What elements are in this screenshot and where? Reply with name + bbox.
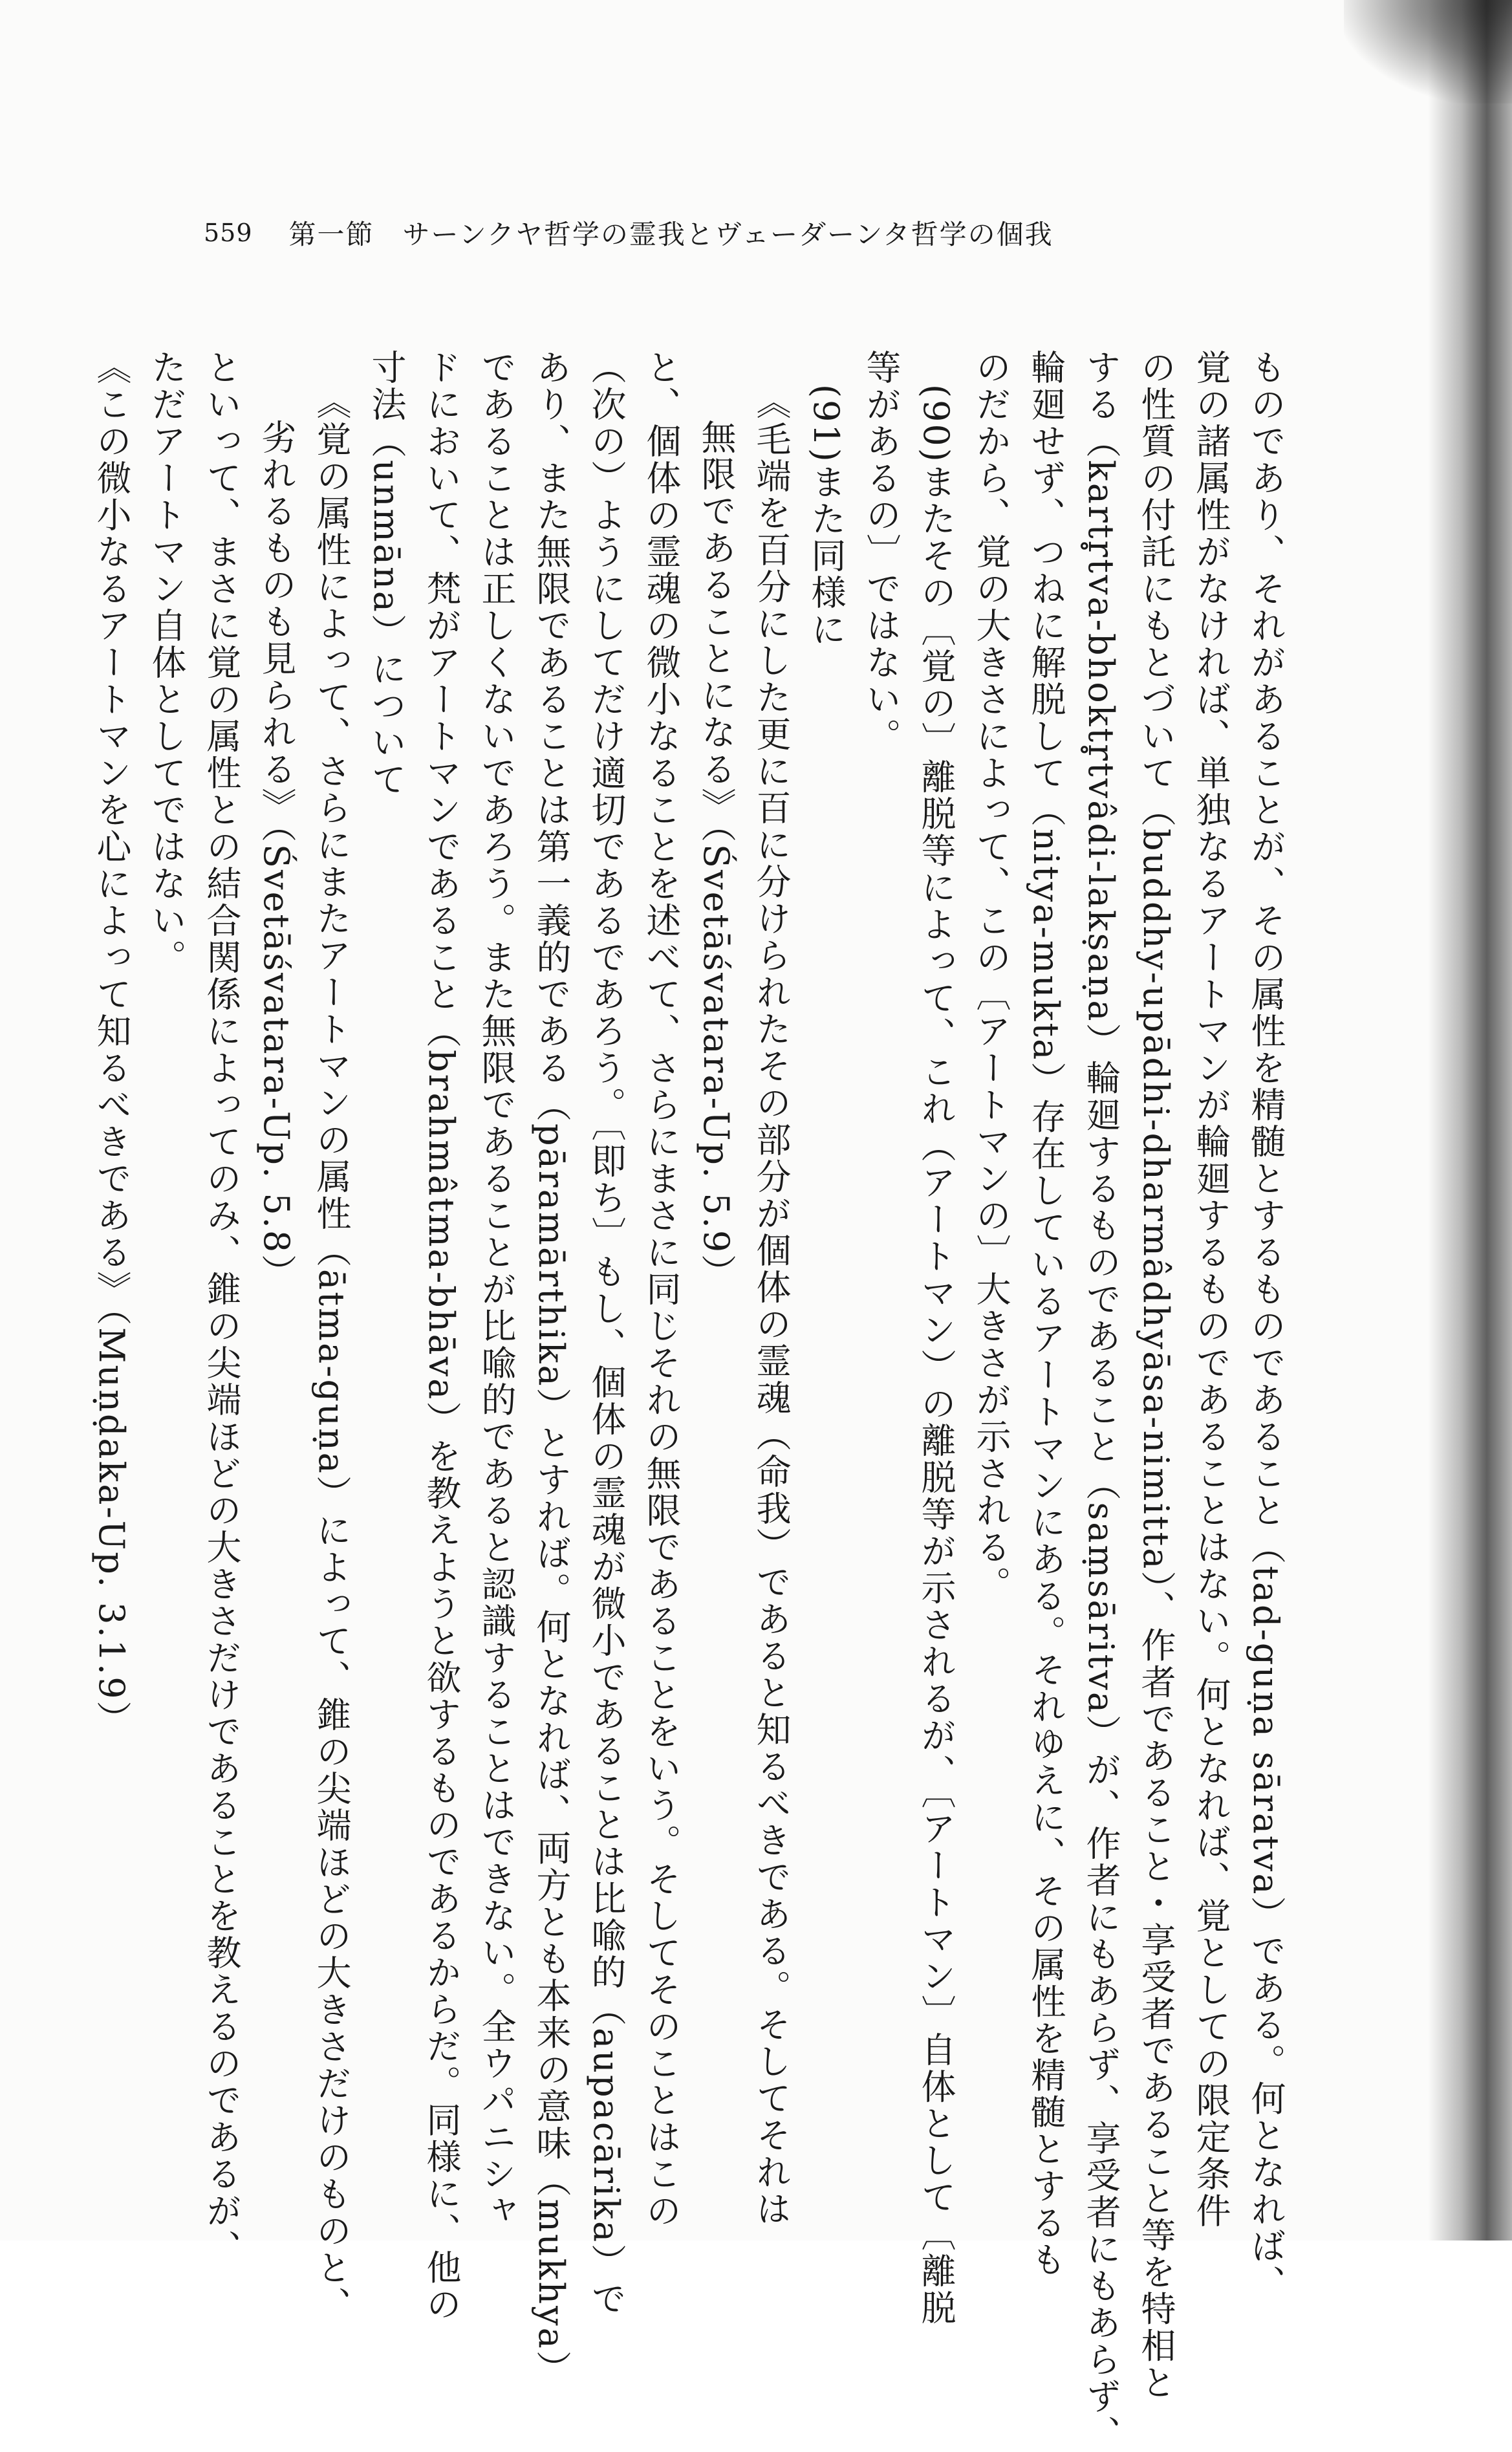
text-line: (91)また同様に <box>806 384 847 648</box>
page-number: 559 <box>204 219 253 247</box>
text-line: であることは正しくないであろう。また無限であることが比喩的であると認識することはできない。全ウパニシャ <box>476 349 517 2230</box>
scan-edge-shadow <box>1428 0 1512 2240</box>
text-line: 等があるの〕ではない。 <box>861 349 902 755</box>
text-line: (90)またその〔覚の〕離脱等によって、これ（アートマン）の離脱等が示されるが、〔アートマン〕自体として〔離脱 <box>916 384 956 2327</box>
quote-line: 《この微小なるアートマンを心によって知るべきである》（Muṇḍaka-Up. 3.1.9） <box>91 349 132 1738</box>
text-line: あり、また無限であることは第一義的である（pāramārthika）とすれば。何となれば、両方とも本来の意味（mukhya） <box>531 349 572 2387</box>
quote-line: 劣れるものも見られる》（Śvetāśvatara-Up. 5.8） <box>256 419 297 1292</box>
text-line: ドにおいて、梵がアートマンであること（brahmâtma-bhāva）を教えようと欲するものであるからだ。同様に、他の <box>421 349 462 2323</box>
quote-line: 無限であることになる》（Śvetāśvatara-Up. 5.9） <box>696 419 737 1292</box>
text-line: 覚の諸属性がなければ、単独なるアートマンが輪廻するものであることはない。何となれば、覚としての限定条件 <box>1191 349 1231 2230</box>
body-text <box>91 349 1293 2452</box>
text-line: する（kartr̥tva-bhoktr̥tvâdi-lakṣaṇa）輪廻するものであること（saṃsāritva）が、作者にもあらず、享受者にもあらず、 <box>1081 349 1121 2452</box>
text-line: ただアートマン自体としてではない。 <box>146 349 187 976</box>
text-line: といって、まさに覚の属性との結合関係によってのみ、錐の尖端ほどの大きさだけであることを教えるのであるが、 <box>201 349 242 2266</box>
quote-line: 《毛端を百分にした更に百に分けられたその部分が個体の霊魂（命我）であると知るべきである。そしてそれは <box>751 384 792 2228</box>
text-line: （次の）ようにしてだけ適切であるであろう。〔即ち〕もし、個体の霊魂が微小であることは比喩的（aupacārika）で <box>586 349 627 2318</box>
text-line: ものであり、それがあることが、その属性を精髄とするものであること（tad-guṇa sāratva）である。何となれば、 <box>1246 349 1286 2302</box>
text-line: と、個体の霊魂の微小なることを述べて、さらにまさに同じそれの無限であることをいう。そしてそのことはこの <box>641 349 682 2230</box>
text-line: の性質の付託にもとづいて（buddhy-upādhi-dharmâdhyāsa-nimitta）、作者であること・享受者であること等を特相と <box>1136 349 1176 2402</box>
quote-line: 《覚の属性によって、さらにまたアートマンの属性（ātma-guṇa）によって、錐の尖端ほどの大きさだけのものと、 <box>311 384 352 2323</box>
running-header <box>204 210 1053 255</box>
text-line: 寸法（unmāna）について <box>366 349 407 798</box>
text-line: 輪廻せず、つねに解脱して（nitya-mukta）存在しているアートマンにある。それゆえに、その属性を精髄とするも <box>1026 349 1066 2279</box>
text-line: のだから、覚の大きさによって、この〔アートマンの〕大きさが示される。 <box>971 349 1011 1603</box>
section-title: 第一節 サーンクヤ哲学の霊我とヴェーダーンタ哲学の個我 <box>288 219 1053 250</box>
